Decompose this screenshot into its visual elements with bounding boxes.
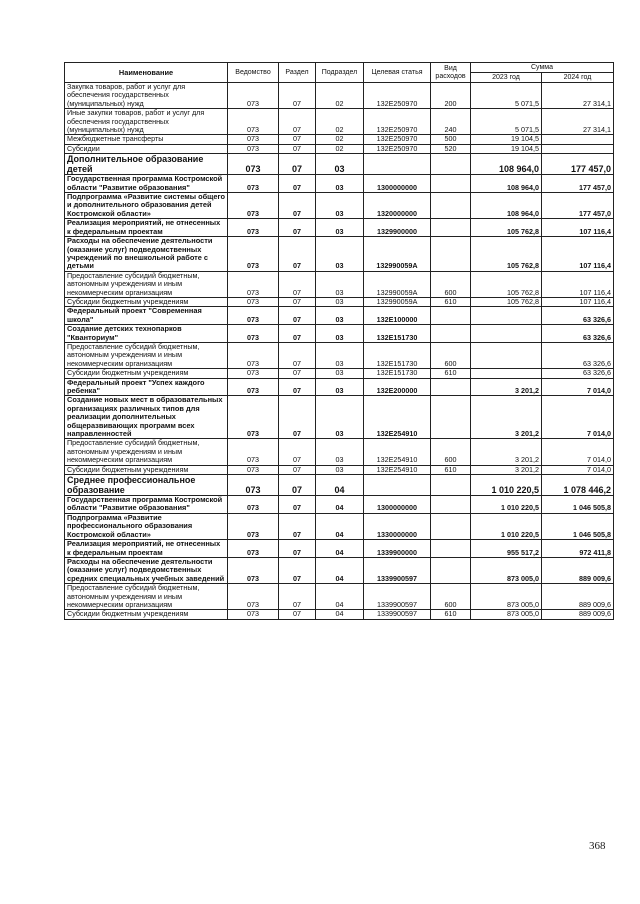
row-sum-2024: 27 314,1 [542, 109, 614, 135]
row-sum-2023: 3 201,2 [471, 396, 542, 439]
row-sum-2024: 1 046 505,8 [542, 513, 614, 539]
row-vid-raskhodov [431, 540, 471, 558]
table-row [65, 496, 614, 514]
row-sum-2023: 19 104,5 [471, 144, 542, 153]
row-name: Расходы на обеспечение деятельности (оказание услуг) подведомственных учреждений по внешкольной работе с детьми [65, 237, 228, 272]
row-celevaya-statya: 132990059A [364, 237, 431, 272]
row-name: Субсидии бюджетным учреждениям [65, 465, 228, 474]
row-vid-raskhodov: 600 [431, 342, 471, 368]
row-sum-2024: 7 014,0 [542, 396, 614, 439]
row-sum-2024: 63 326,6 [542, 369, 614, 378]
row-sum-2024: 107 116,4 [542, 237, 614, 272]
row-razdel: 07 [279, 439, 316, 465]
row-podrazdel: 02 [316, 83, 364, 109]
row-vedomstvo: 073 [228, 175, 279, 193]
header-year-2023: 2023 год [471, 73, 542, 83]
row-vid-raskhodov [431, 154, 471, 175]
row-celevaya-statya: 132E254910 [364, 396, 431, 439]
row-razdel: 07 [279, 557, 316, 583]
row-vedomstvo: 073 [228, 135, 279, 144]
row-sum-2023: 1 010 220,5 [471, 475, 542, 496]
table-row [65, 396, 614, 439]
row-vid-raskhodov [431, 325, 471, 343]
row-celevaya-statya: 1300000000 [364, 175, 431, 193]
row-sum-2024: 889 009,6 [542, 584, 614, 610]
row-razdel: 07 [279, 584, 316, 610]
row-celevaya-statya: 1329900000 [364, 219, 431, 237]
row-vedomstvo: 073 [228, 237, 279, 272]
row-vedomstvo: 073 [228, 378, 279, 396]
header-year-2024: 2024 год [542, 73, 614, 83]
row-sum-2023: 108 964,0 [471, 175, 542, 193]
row-sum-2024: 1 046 505,8 [542, 496, 614, 514]
row-celevaya-statya: 1339900000 [364, 540, 431, 558]
header-summa: Сумма [471, 63, 614, 73]
row-podrazdel: 04 [316, 557, 364, 583]
row-vid-raskhodov: 520 [431, 144, 471, 153]
row-razdel: 07 [279, 396, 316, 439]
row-name: Предоставление субсидий бюджетным, автономным учреждениям и иным некоммерческим организациям [65, 584, 228, 610]
row-podrazdel: 03 [316, 325, 364, 343]
row-sum-2023 [471, 342, 542, 368]
row-vedomstvo: 073 [228, 496, 279, 514]
row-podrazdel: 03 [316, 439, 364, 465]
row-name: Федеральный проект "Успех каждого ребенка" [65, 378, 228, 396]
row-vedomstvo: 073 [228, 193, 279, 219]
row-vedomstvo: 073 [228, 297, 279, 306]
row-celevaya-statya: 1339900597 [364, 610, 431, 619]
row-vedomstvo: 073 [228, 271, 279, 297]
row-sum-2023: 3 201,2 [471, 378, 542, 396]
table-row [65, 193, 614, 219]
row-vid-raskhodov [431, 513, 471, 539]
row-celevaya-statya: 132E200000 [364, 378, 431, 396]
row-podrazdel: 04 [316, 513, 364, 539]
row-name: Реализация мероприятий, не отнесенных к федеральным проектам [65, 219, 228, 237]
row-name: Дополнительное образование детей [65, 154, 228, 175]
row-sum-2024: 107 116,4 [542, 219, 614, 237]
row-sum-2024: 177 457,0 [542, 175, 614, 193]
row-razdel: 07 [279, 465, 316, 474]
row-celevaya-statya: 132990059A [364, 297, 431, 306]
row-sum-2023 [471, 325, 542, 343]
row-sum-2023 [471, 369, 542, 378]
row-sum-2024: 177 457,0 [542, 154, 614, 175]
row-vid-raskhodov [431, 193, 471, 219]
row-vedomstvo: 073 [228, 557, 279, 583]
row-vid-raskhodov [431, 378, 471, 396]
row-name: Федеральный проект "Современная школа" [65, 307, 228, 325]
table-row [65, 465, 614, 474]
header-vedomstvo: Ведомство [228, 63, 279, 83]
row-razdel: 07 [279, 496, 316, 514]
row-vid-raskhodov [431, 219, 471, 237]
table-row [65, 584, 614, 610]
table-body [65, 83, 614, 620]
row-sum-2023 [471, 307, 542, 325]
row-razdel: 07 [279, 193, 316, 219]
row-sum-2024 [542, 144, 614, 153]
row-vedomstvo: 073 [228, 584, 279, 610]
row-podrazdel: 04 [316, 584, 364, 610]
row-vid-raskhodov: 610 [431, 369, 471, 378]
row-vedomstvo: 073 [228, 219, 279, 237]
row-celevaya-statya: 132E250970 [364, 83, 431, 109]
row-sum-2023: 105 762,8 [471, 219, 542, 237]
row-razdel: 07 [279, 154, 316, 175]
row-sum-2023: 105 762,8 [471, 297, 542, 306]
row-sum-2024: 972 411,8 [542, 540, 614, 558]
row-sum-2024 [542, 135, 614, 144]
row-vedomstvo: 073 [228, 325, 279, 343]
row-razdel: 07 [279, 513, 316, 539]
row-sum-2024: 107 116,4 [542, 271, 614, 297]
row-name: Расходы на обеспечение деятельности (оказание услуг) подведомственных средних специальных учебных заведений [65, 557, 228, 583]
row-sum-2023: 873 005,0 [471, 610, 542, 619]
row-razdel: 07 [279, 369, 316, 378]
row-vedomstvo: 073 [228, 144, 279, 153]
row-name: Реализация мероприятий, не отнесенных к федеральным проектам [65, 540, 228, 558]
row-razdel: 07 [279, 540, 316, 558]
row-podrazdel: 04 [316, 475, 364, 496]
row-razdel: 07 [279, 135, 316, 144]
row-podrazdel: 02 [316, 109, 364, 135]
row-podrazdel: 03 [316, 369, 364, 378]
row-sum-2024: 7 014,0 [542, 465, 614, 474]
table-row [65, 175, 614, 193]
row-vid-raskhodov [431, 175, 471, 193]
row-celevaya-statya: 132E151730 [364, 325, 431, 343]
row-sum-2023: 19 104,5 [471, 135, 542, 144]
row-sum-2023: 873 005,0 [471, 557, 542, 583]
row-podrazdel: 02 [316, 135, 364, 144]
table-row [65, 475, 614, 496]
row-podrazdel: 03 [316, 219, 364, 237]
table-row [65, 271, 614, 297]
row-razdel: 07 [279, 271, 316, 297]
row-vid-raskhodov [431, 557, 471, 583]
row-name: Подпрограмма «Развитие системы общего и дополнительного образования детей Костромской области» [65, 193, 228, 219]
row-celevaya-statya: 132E100000 [364, 307, 431, 325]
row-vedomstvo: 073 [228, 465, 279, 474]
row-celevaya-statya: 132E250970 [364, 144, 431, 153]
row-vid-raskhodov: 600 [431, 584, 471, 610]
row-razdel: 07 [279, 325, 316, 343]
row-razdel: 07 [279, 109, 316, 135]
row-name: Субсидии бюджетным учреждениям [65, 297, 228, 306]
row-vid-raskhodov: 600 [431, 271, 471, 297]
row-celevaya-statya: 132E250970 [364, 109, 431, 135]
row-celevaya-statya: 132E254910 [364, 465, 431, 474]
row-sum-2023: 3 201,2 [471, 465, 542, 474]
row-sum-2024: 27 314,1 [542, 83, 614, 109]
row-celevaya-statya: 132E151730 [364, 342, 431, 368]
row-vedomstvo: 073 [228, 307, 279, 325]
row-vid-raskhodov: 240 [431, 109, 471, 135]
row-celevaya-statya: 1300000000 [364, 496, 431, 514]
row-name: Предоставление субсидий бюджетным, автономным учреждениям и иным некоммерческим организациям [65, 271, 228, 297]
row-razdel: 07 [279, 175, 316, 193]
header-podrazdel: Подраздел [316, 63, 364, 83]
row-vid-raskhodov [431, 307, 471, 325]
table-row [65, 325, 614, 343]
row-name: Создание новых мест в образовательных организациях различных типов для реализации дополнительных общеразвивающих программ всех направленностей [65, 396, 228, 439]
row-name: Иные закупки товаров, работ и услуг для обеспечения государственных (муниципальных) нужд [65, 109, 228, 135]
row-celevaya-statya: 1339900597 [364, 557, 431, 583]
table-row [65, 557, 614, 583]
row-name: Субсидии бюджетным учреждениям [65, 369, 228, 378]
table-header [65, 63, 614, 83]
row-sum-2023: 1 010 220,5 [471, 513, 542, 539]
row-vid-raskhodov [431, 396, 471, 439]
row-sum-2023: 1 010 220,5 [471, 496, 542, 514]
row-name: Государственная программа Костромской области "Развитие образования" [65, 175, 228, 193]
row-vid-raskhodov [431, 496, 471, 514]
row-sum-2023: 955 517,2 [471, 540, 542, 558]
row-razdel: 07 [279, 219, 316, 237]
row-sum-2024: 107 116,4 [542, 297, 614, 306]
row-celevaya-statya: 1339900597 [364, 584, 431, 610]
row-podrazdel: 04 [316, 496, 364, 514]
row-celevaya-statya: 132990059A [364, 271, 431, 297]
row-sum-2024: 7 014,0 [542, 378, 614, 396]
row-sum-2024: 7 014,0 [542, 439, 614, 465]
table-row [65, 219, 614, 237]
row-name: Подпрограмма «Развитие профессионального образования Костромской области» [65, 513, 228, 539]
row-sum-2023: 105 762,8 [471, 271, 542, 297]
row-razdel: 07 [279, 342, 316, 368]
row-sum-2023: 108 964,0 [471, 193, 542, 219]
table-row [65, 439, 614, 465]
table-row [65, 307, 614, 325]
table-row [65, 342, 614, 368]
row-razdel: 07 [279, 475, 316, 496]
row-vedomstvo: 073 [228, 475, 279, 496]
row-razdel: 07 [279, 297, 316, 306]
row-podrazdel: 03 [316, 175, 364, 193]
row-vedomstvo: 073 [228, 610, 279, 619]
row-name: Государственная программа Костромской области "Развитие образования" [65, 496, 228, 514]
table-row [65, 135, 614, 144]
row-name: Закупка товаров, работ и услуг для обеспечения государственных (муниципальных) нужд [65, 83, 228, 109]
row-razdel: 07 [279, 83, 316, 109]
row-razdel: 07 [279, 307, 316, 325]
row-vedomstvo: 073 [228, 396, 279, 439]
table-row [65, 369, 614, 378]
table-row [65, 540, 614, 558]
row-razdel: 07 [279, 610, 316, 619]
row-name: Субсидии бюджетным учреждениям [65, 610, 228, 619]
row-sum-2024: 63 326,6 [542, 342, 614, 368]
row-celevaya-statya: 1320000000 [364, 193, 431, 219]
table-row [65, 83, 614, 109]
row-sum-2024: 177 457,0 [542, 193, 614, 219]
table-row [65, 513, 614, 539]
row-name: Среднее профессиональное образование [65, 475, 228, 496]
row-vid-raskhodov [431, 475, 471, 496]
row-name: Предоставление субсидий бюджетным, автономным учреждениям и иным некоммерческим организациям [65, 342, 228, 368]
row-name: Межбюджетные трансферты [65, 135, 228, 144]
row-podrazdel: 03 [316, 271, 364, 297]
row-sum-2024: 1 078 446,2 [542, 475, 614, 496]
row-sum-2023: 873 005,0 [471, 584, 542, 610]
row-podrazdel: 03 [316, 396, 364, 439]
row-sum-2023: 5 071,5 [471, 83, 542, 109]
row-razdel: 07 [279, 144, 316, 153]
row-vid-raskhodov: 500 [431, 135, 471, 144]
row-podrazdel: 02 [316, 144, 364, 153]
row-sum-2023: 105 762,8 [471, 237, 542, 272]
row-vid-raskhodov [431, 237, 471, 272]
row-podrazdel: 03 [316, 237, 364, 272]
row-sum-2024: 63 326,6 [542, 307, 614, 325]
table-row [65, 237, 614, 272]
table-row [65, 144, 614, 153]
table-row [65, 297, 614, 306]
row-celevaya-statya: 1330000000 [364, 513, 431, 539]
row-vedomstvo: 073 [228, 369, 279, 378]
row-sum-2024: 889 009,6 [542, 557, 614, 583]
row-celevaya-statya: 132E151730 [364, 369, 431, 378]
row-podrazdel: 03 [316, 297, 364, 306]
row-razdel: 07 [279, 378, 316, 396]
row-podrazdel: 03 [316, 342, 364, 368]
row-podrazdel: 04 [316, 610, 364, 619]
row-vid-raskhodov: 610 [431, 465, 471, 474]
row-sum-2024: 889 009,6 [542, 610, 614, 619]
row-vedomstvo: 073 [228, 342, 279, 368]
row-podrazdel: 03 [316, 154, 364, 175]
row-vedomstvo: 073 [228, 83, 279, 109]
row-vedomstvo: 073 [228, 439, 279, 465]
row-name: Субсидии [65, 144, 228, 153]
table-row [65, 154, 614, 175]
row-celevaya-statya: 132E254910 [364, 439, 431, 465]
row-name: Создание детских технопарков "Кванториум" [65, 325, 228, 343]
row-vid-raskhodov: 610 [431, 297, 471, 306]
table-row [65, 109, 614, 135]
row-podrazdel: 03 [316, 307, 364, 325]
header-name: Наименование [65, 63, 228, 83]
row-sum-2023: 108 964,0 [471, 154, 542, 175]
row-podrazdel: 04 [316, 540, 364, 558]
row-vid-raskhodov: 600 [431, 439, 471, 465]
row-vid-raskhodov: 200 [431, 83, 471, 109]
row-vedomstvo: 073 [228, 540, 279, 558]
header-vid-raskhodov: Вид расходов [431, 63, 471, 83]
row-podrazdel: 03 [316, 465, 364, 474]
row-vid-raskhodov: 610 [431, 610, 471, 619]
row-vedomstvo: 073 [228, 154, 279, 175]
row-sum-2024: 63 326,6 [542, 325, 614, 343]
row-podrazdel: 03 [316, 193, 364, 219]
row-sum-2023: 3 201,2 [471, 439, 542, 465]
row-razdel: 07 [279, 237, 316, 272]
header-razdel: Раздел [279, 63, 316, 83]
row-celevaya-statya: 132E250970 [364, 135, 431, 144]
page-number: 368 [589, 840, 606, 852]
row-celevaya-statya [364, 154, 431, 175]
row-vedomstvo: 073 [228, 109, 279, 135]
row-podrazdel: 03 [316, 378, 364, 396]
budget-table [64, 62, 614, 620]
table-row [65, 610, 614, 619]
table-row [65, 378, 614, 396]
row-sum-2023: 5 071,5 [471, 109, 542, 135]
row-celevaya-statya [364, 475, 431, 496]
row-name: Предоставление субсидий бюджетным, автономным учреждениям и иным некоммерческим организациям [65, 439, 228, 465]
row-vedomstvo: 073 [228, 513, 279, 539]
header-celevaya-statya: Целевая статья [364, 63, 431, 83]
